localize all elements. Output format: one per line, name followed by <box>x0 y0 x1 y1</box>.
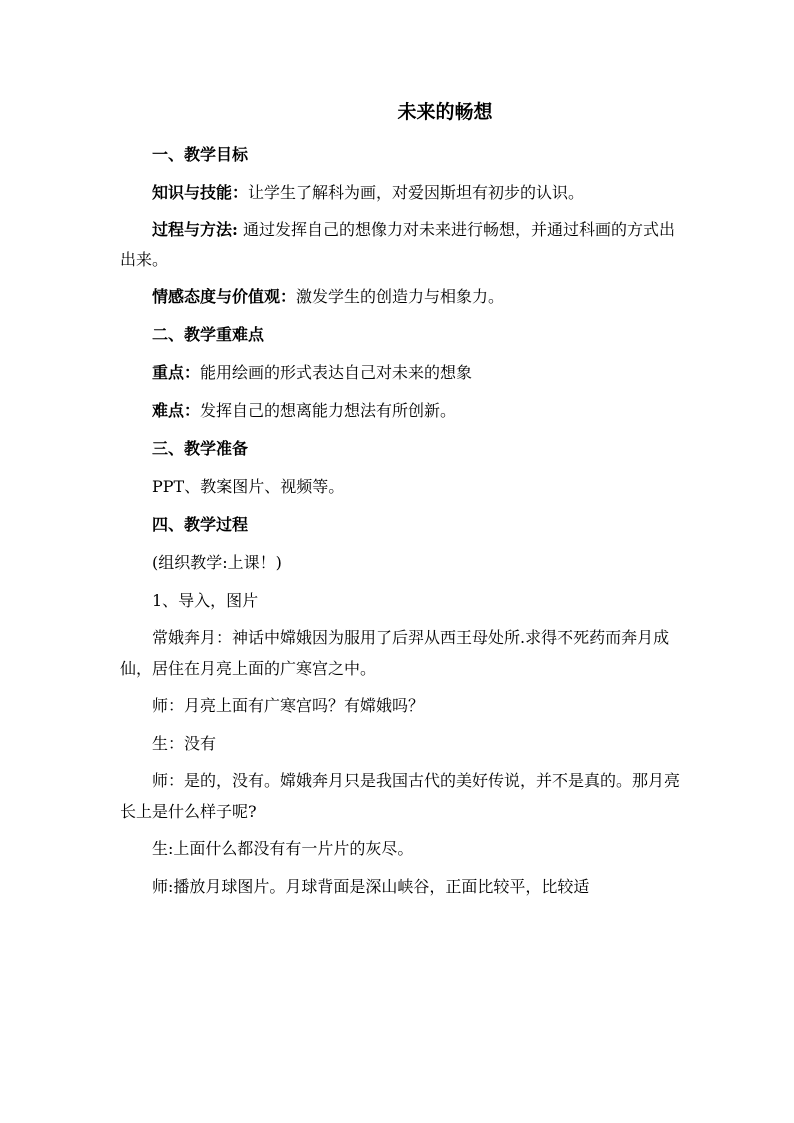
process-student-1: 生：没有 <box>152 734 217 754</box>
document-body <box>120 100 680 909</box>
objective-knowledge-label: 知识与技能： <box>152 182 249 202</box>
objective-process <box>120 215 680 282</box>
objective-emotion-text: 激发学生的创造力与相象力。 <box>296 287 505 307</box>
section-heading-prep: 三、教学准备 <box>152 439 249 459</box>
objective-process-text: 通过发挥自己的想像力对未来进行畅想，并通过科画的方式出出来。 <box>120 219 676 270</box>
key-focus-text: 能用绘画的形式表达自己对未来的想象 <box>200 363 473 383</box>
objective-process-label: 过程与方法: <box>152 219 238 239</box>
process-story: 常娥奔月：神话中嫦娥因为服用了后羿从西王母处所.求得不死药而奔月成仙，居住在月亮上面的广寒宫之中。 <box>120 628 670 678</box>
process-organize: (组织教学:上课！) <box>152 553 282 573</box>
process-teacher-2: 师：是的，没有。嫦娥奔月只是我国古代的美好传说，并不是真的。那月亮长上是什么样子呢? <box>120 771 681 821</box>
objective-emotion <box>120 281 680 319</box>
process-student-2: 生:上面什么都没有有一片片的灰尽。 <box>152 839 414 859</box>
section-heading-process: 四、教学过程 <box>152 515 249 535</box>
objective-emotion-label: 情感态度与价值观： <box>152 287 297 307</box>
section-heading-keypoints: 二、教学重难点 <box>152 325 265 345</box>
key-focus-label: 重点： <box>152 363 201 383</box>
key-focus <box>120 357 680 395</box>
process-teacher-1: 师：月亮上面有广寒宫吗？有嫦娥吗？ <box>152 696 425 716</box>
key-difficulty-label: 难点： <box>152 401 201 421</box>
key-difficulty-text: 发挥自己的想离能力想法有所创新。 <box>200 401 457 421</box>
prep-text: PPT、教案图片、视频等。 <box>152 477 345 497</box>
objective-knowledge <box>120 177 680 215</box>
section-heading-objectives: 一、教学目标 <box>152 144 249 164</box>
process-teacher-3: 师:播放月球图片。月球背面是深山峡谷，正面比较平，比较适 <box>152 877 590 897</box>
objective-knowledge-text: 让学生了解科为画，对爱因斯坦有初步的认识。 <box>248 182 585 202</box>
key-difficulty <box>120 395 680 433</box>
page-title: 未来的畅想 <box>397 101 493 123</box>
process-intro: 1、导入，图片 <box>152 591 259 611</box>
